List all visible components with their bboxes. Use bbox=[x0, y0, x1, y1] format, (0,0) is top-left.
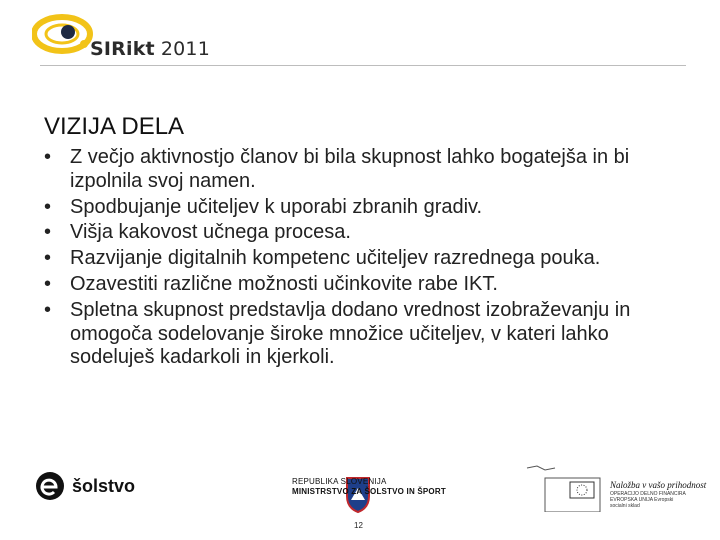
bullet-item bbox=[44, 146, 684, 194]
bullet-item bbox=[44, 196, 684, 220]
slide-title: VIZIJA DELA bbox=[44, 113, 185, 140]
slide-header bbox=[0, 0, 720, 70]
ministry-name: MINISTRSTVO ZA ŠOLSTVO IN ŠPORT bbox=[292, 487, 446, 496]
bullet-text: Višja kakovost učnega procesa. bbox=[70, 221, 351, 244]
bullet-list bbox=[44, 146, 684, 372]
ministry-country: REPUBLIKA SLOVENIJA bbox=[292, 477, 387, 486]
bullet-text: Razvijanje digitalnih kompetenc učiteljev razrednega pouka. bbox=[70, 247, 601, 270]
e-solstvo-label: šolstvo bbox=[72, 476, 136, 496]
bullet-text: Spletna skupnost predstavlja dodano vrednost izobraževanju in omogoča sodelovanje široke množice učiteljev, v kateri lahko sodeluješ kadarkoli in kjerkoli. bbox=[70, 298, 631, 369]
bullet-item bbox=[44, 299, 684, 370]
eu-funding-note: OPERACIJO DELNO FINANCIRA EVROPSKA UNIJA Evropski socialni sklad bbox=[610, 491, 686, 509]
bullet-dot-icon: • bbox=[44, 221, 52, 244]
logo-wordmark bbox=[90, 38, 210, 60]
bullet-item bbox=[44, 221, 684, 245]
bullet-dot-icon: • bbox=[44, 146, 52, 168]
slide-footer bbox=[0, 460, 720, 540]
logo-brand: SIRikt bbox=[90, 38, 155, 60]
bullet-dot-icon: • bbox=[44, 247, 52, 270]
bullet-dot-icon: • bbox=[44, 272, 52, 295]
logo-year: 2011 bbox=[160, 38, 210, 60]
bullet-text: Spodbujanje učiteljev k uporabi zbranih gradiv. bbox=[70, 195, 483, 218]
eu-motto: Naložba v vašo prihodnost bbox=[610, 480, 707, 490]
bullet-dot-icon: • bbox=[44, 298, 52, 321]
bullet-item bbox=[44, 247, 684, 271]
page-number: 12 bbox=[354, 521, 363, 530]
bullet-item bbox=[44, 273, 684, 297]
bullet-text: Ozavestiti različne možnosti učinkovite rabe IKT. bbox=[70, 272, 498, 295]
bullet-text: Z večjo aktivnostjo članov bi bila skupnost lahko bogatejša in bi izpolnila svoj namen. bbox=[70, 146, 630, 192]
header-divider bbox=[40, 65, 686, 66]
bullet-dot-icon: • bbox=[44, 195, 52, 218]
